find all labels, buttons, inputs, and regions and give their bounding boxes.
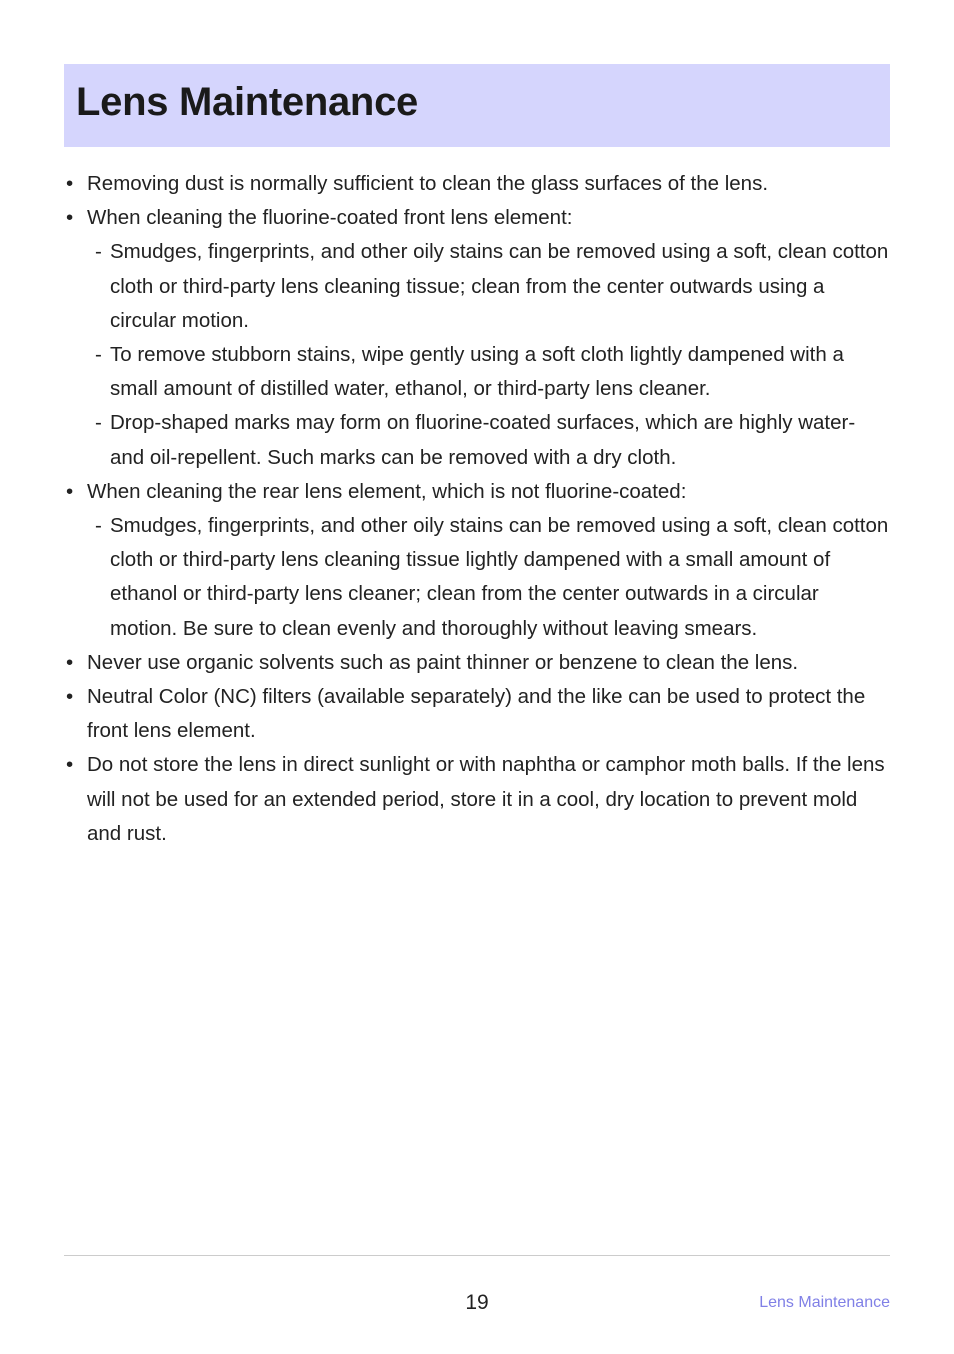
sub-list-item-text: Smudges, fingerprints, and other oily stains can be removed using a soft, clean cotton cloth or third-party lens cleaning tissue; clean from the center outwards using a circular motion. [110,240,889,332]
bullet-marker: • [66,753,74,777]
list-item [64,748,890,851]
list-item [64,680,890,748]
sub-list-item [87,235,890,338]
page-number: 19 [465,1291,489,1314]
dash-marker: - [95,514,102,538]
sub-list-item-text: Drop-shaped marks may form on fluorine-coated surfaces, which are highly water- and oil-repellent. Such marks can be removed with a dry cloth. [110,411,856,469]
page-title: Lens Maintenance [76,80,418,124]
dash-marker: - [95,240,102,264]
dash-marker: - [95,411,102,435]
page-title-bar [64,64,890,147]
sub-list-item [87,406,890,474]
list-item-text: Neutral Color (NC) filters (available separately) and the like can be used to protect the front lens element. [87,685,866,743]
footer-divider [64,1255,890,1256]
list-item [64,475,890,646]
bullet-marker: • [66,206,74,230]
sub-list-item [87,509,890,646]
dash-marker: - [95,343,102,367]
sub-list-item-text: Smudges, fingerprints, and other oily stains can be removed using a soft, clean cotton cloth or third-party lens cleaning tissue lightly dampened with a small amount of ethanol or third-party lens cleaner; clean from the center outwards in a circular motion. Be sure to clean evenly and thoroughly without leaving smears. [110,514,889,640]
bullet-marker: • [66,650,74,674]
list-item-text: When cleaning the fluorine-coated front lens element: [87,206,573,230]
list-item-text: Removing dust is normally sufficient to clean the glass surfaces of the lens. [87,172,769,195]
list-item-text: When cleaning the rear lens element, which is not fluorine-coated: [87,479,687,503]
maintenance-list [64,167,890,851]
list-item-text: Never use organic solvents such as paint thinner or benzene to clean the lens. [87,650,799,674]
list-item [64,167,890,201]
sub-list [87,509,890,646]
list-item [64,201,890,475]
list-item-text: Do not store the lens in direct sunlight or with naphtha or camphor moth balls. If the lens will not be used for an extended period, store it in a cool, dry location to prevent mold and rust. [87,753,885,845]
sub-list-item-text: To remove stubborn stains, wipe gently using a soft cloth lightly dampened with a small amount of distilled water, ethanol, or third-party lens cleaner. [110,343,844,401]
main-content [64,167,890,851]
bullet-marker: • [66,172,74,195]
sub-list-item [87,338,890,406]
sub-list [87,235,890,474]
bullet-marker: • [66,479,74,503]
bullet-marker: • [66,685,74,709]
footer-section-link[interactable]: Lens Maintenance [759,1294,890,1311]
list-item [64,646,890,680]
